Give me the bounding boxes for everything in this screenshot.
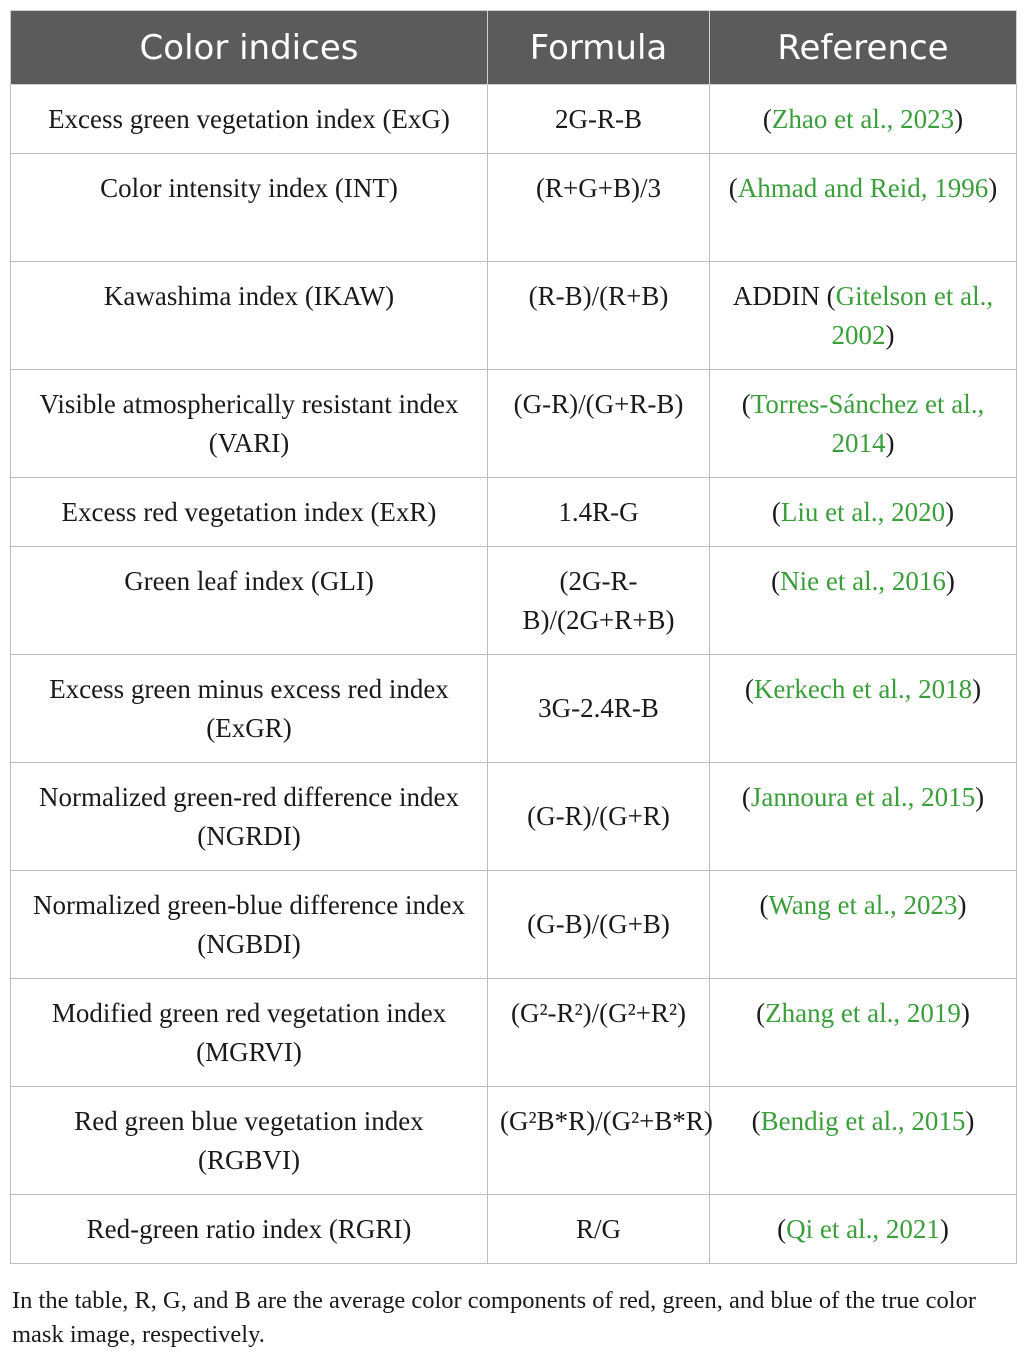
reference: ADDIN (Gitelson et al., 2002) <box>710 262 1017 370</box>
table-row <box>11 370 1017 478</box>
reference-prefix: ADDIN <box>732 281 827 311</box>
table-row <box>11 1087 1017 1195</box>
index-name: Normalized green-blue difference index (NGBDI) <box>11 871 488 979</box>
index-name: Red-green ratio index (RGRI) <box>11 1195 488 1264</box>
reference-link[interactable]: Ahmad and Reid, 1996 <box>737 173 989 203</box>
header-reference: Reference <box>710 11 1017 85</box>
table-row <box>11 763 1017 871</box>
reference: (Ahmad and Reid, 1996) <box>710 154 1017 262</box>
index-name: Red green blue vegetation index (RGBVI) <box>11 1087 488 1195</box>
formula: 2G-R-B <box>488 85 710 154</box>
table-row <box>11 478 1017 547</box>
table-footnote: In the table, R, G, and B are the average color components of red, green, and blue of the true color mask image, respectively. <box>12 1287 976 1348</box>
reference-link[interactable]: Nie et al., 2016 <box>780 566 946 596</box>
reference-link[interactable]: Gitelson et al., 2002 <box>831 281 994 350</box>
reference: (Zhang et al., 2019) <box>710 979 1017 1087</box>
index-name: Excess red vegetation index (ExR) <box>11 478 488 547</box>
table-row <box>11 154 1017 262</box>
reference: (Jannoura et al., 2015) <box>710 763 1017 871</box>
table-row <box>11 262 1017 370</box>
index-name: Excess green vegetation index (ExG) <box>11 85 488 154</box>
index-name: Normalized green-red difference index (NGRDI) <box>11 763 488 871</box>
reference: (Zhao et al., 2023) <box>710 85 1017 154</box>
reference: (Kerkech et al., 2018) <box>710 655 1017 763</box>
formula: (G-B)/(G+B) <box>488 871 710 979</box>
reference-link[interactable]: Liu et al., 2020 <box>780 497 946 527</box>
formula: (R+G+B)/3 <box>488 154 710 262</box>
formula: (G-R)/(G+R-B) <box>488 370 710 478</box>
reference-link[interactable]: Jannoura et al., 2015 <box>750 782 976 812</box>
index-name: Green leaf index (GLI) <box>11 547 488 655</box>
formula: (G²-R²)/(G²+R²) <box>488 979 710 1087</box>
formula: (G-R)/(G+R) <box>488 763 710 871</box>
reference: (Wang et al., 2023) <box>710 871 1017 979</box>
formula: (2G-R-B)/(2G+R+B) <box>488 547 710 655</box>
formula: 1.4R-G <box>488 478 710 547</box>
formula: (R-B)/(R+B) <box>488 262 710 370</box>
reference: (Nie et al., 2016) <box>710 547 1017 655</box>
index-name: Excess green minus excess red index (ExGR) <box>11 655 488 763</box>
reference: (Torres-Sánchez et al., 2014) <box>710 370 1017 478</box>
table-row <box>11 979 1017 1087</box>
reference: (Qi et al., 2021) <box>710 1195 1017 1264</box>
table-row <box>11 1195 1017 1264</box>
formula: (G²B*R)/(G²+B*R) <box>488 1087 710 1195</box>
color-indices-table <box>10 10 1017 1264</box>
table-row <box>11 547 1017 655</box>
reference-link[interactable]: Kerkech et al., 2018 <box>753 674 973 704</box>
reference-link[interactable]: Torres-Sánchez et al., 2014 <box>750 389 985 458</box>
index-name: Modified green red vegetation index (MGRVI) <box>11 979 488 1087</box>
table-row <box>11 85 1017 154</box>
reference-link[interactable]: Qi et al., 2021 <box>786 1214 940 1244</box>
reference-link[interactable]: Zhang et al., 2019 <box>765 998 961 1028</box>
index-name: Visible atmospherically resistant index (VARI) <box>11 370 488 478</box>
index-name: Kawashima index (IKAW) <box>11 262 488 370</box>
table-row <box>11 655 1017 763</box>
reference-link[interactable]: Bendig et al., 2015 <box>760 1106 966 1136</box>
reference-link[interactable]: Zhao et al., 2023 <box>771 104 955 134</box>
index-name: Color intensity index (INT) <box>11 154 488 262</box>
table-header-row <box>11 11 1017 85</box>
reference: (Bendig et al., 2015) <box>710 1087 1017 1195</box>
table-row <box>11 871 1017 979</box>
header-formula: Formula <box>488 11 710 85</box>
formula: 3G-2.4R-B <box>488 655 710 763</box>
header-color-indices: Color indices <box>11 11 488 85</box>
reference-link[interactable]: Wang et al., 2023 <box>768 890 958 920</box>
reference: (Liu et al., 2020) <box>710 478 1017 547</box>
formula: R/G <box>488 1195 710 1264</box>
